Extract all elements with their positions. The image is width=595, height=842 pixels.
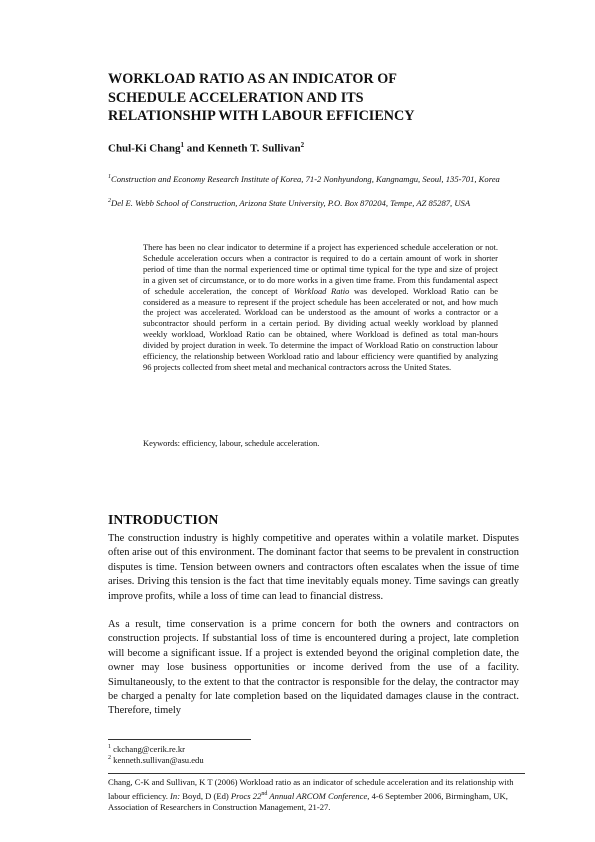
section-heading: INTRODUCTION [108, 512, 219, 527]
paper-title [108, 70, 498, 126]
footnote [108, 753, 204, 766]
citation-conference: Annual ARCOM Conference [267, 790, 368, 801]
citation-text: Boyd, D (Ed) [180, 790, 231, 801]
keywords: Keywords: efficiency, labour, schedule acceleration. [143, 438, 320, 448]
citation-footer [108, 777, 528, 814]
citation-procs: Procs 22 [230, 790, 262, 801]
footnote-marker: 2 [108, 755, 111, 761]
affiliation-marker: 2 [108, 198, 111, 204]
title-line: SCHEDULE ACCELERATION AND ITS [108, 89, 364, 106]
abstract-text: There has been no clear indicator to determine if a project has experienced schedule acceleration or not. Schedule acceleration occurs when a contractor is required to do a certain amount of work in shorter period of time than the normal experienced time or optimal time typical for the type and size of project in a given set of circumstance, or to do more works in a given time frame. From this fundamental aspect of schedule acceleration, the concept of [143, 242, 498, 296]
footnote-email: ckchang@cerik.re.kr [113, 743, 186, 754]
footnote-marker: 1 [108, 744, 111, 750]
citation-in: In: [170, 790, 181, 801]
affiliation-marker: 1 [108, 174, 111, 180]
citation-divider [108, 773, 525, 774]
abstract-text: was developed. Workload Ratio can be considered as a measure to represent if the project schedule has been accelerated or not, and how much the project was accelerated. Workload can be understood as the amount of works a contractor or a subcontractor should perform in a certain period. By dividing actual weekly workload by planned weekly workload, Workload Ratio can be obtained, where Workload is defined as total man-hours divided by project duration in week. To determine the impact of Workload Ratio on construction labour efficiency, the relationship between Workload ratio and labour efficiency were quantified by analyzing 96 projects collected from sheet metal and mechanical contractors across the United States. [143, 285, 499, 372]
affiliation-text: Construction and Economy Research Institute of Korea, 71-2 Nonhyundong, Kangnamgu, Seoul, 135-701, Korea [111, 173, 500, 184]
body-paragraph: As a result, time conservation is a prime concern for both the owners and contractors on construction projects. If substantial loss of time is encountered during a project, late completion will become a significant issue. If a project is extended beyond the original completion date, the owner may lose business opportunities or income derived from the use of a facility. Simultaneously, to the extent to that the contractor is responsible for the delay, the contractor may be charged a penalty for late completion based on the liquidated damages clause in the contract. Therefore, timely [108, 619, 519, 717]
title-line: RELATIONSHIP WITH LABOUR EFFICIENCY [108, 108, 415, 124]
author-affil-marker: 2 [300, 141, 305, 149]
citation-procs-sup: nd [261, 790, 268, 797]
affiliation-text: Del E. Webb School of Construction, Arizona State University, P.O. Box 870204, Tempe, AZ 85287, USA [111, 197, 471, 208]
author-name: Chul-Ki Chang [108, 142, 181, 155]
footnote-divider [108, 739, 251, 740]
affiliation [108, 196, 520, 209]
footnote-email: kenneth.sullivan@asu.edu [113, 754, 204, 765]
title-line: WORKLOAD RATIO AS AN INDICATOR OF [108, 71, 397, 87]
author-name: and Kenneth T. Sullivan [183, 142, 301, 155]
abstract [143, 242, 498, 373]
abstract-italic-term: Workload Ratio [293, 285, 350, 296]
author-list [108, 141, 304, 155]
citation-text: Chang, C-K and Sullivan, K T (2006) Workload ratio as an indicator of schedule acceleration and its relationship with labour efficiency. [108, 777, 514, 801]
affiliation [108, 172, 520, 185]
body-paragraph: The construction industry is highly competitive and operates within a volatile market. Disputes often arise out of this environment. The dominant factor that seems to be prevalent in construction disputes is time. Tension between owners and contractors often escalates when the issue of time arises. Driving this tension is the fact that time inevitably equals money. Time savings can greatly improve profits, while a loss of time can lead to financial distress. [108, 533, 519, 602]
citation-text: , 4-6 September 2006, Birmingham, UK, Association of Researchers in Construction Management, 21-27. [108, 790, 508, 813]
author-affil-marker: 1 [180, 141, 184, 149]
